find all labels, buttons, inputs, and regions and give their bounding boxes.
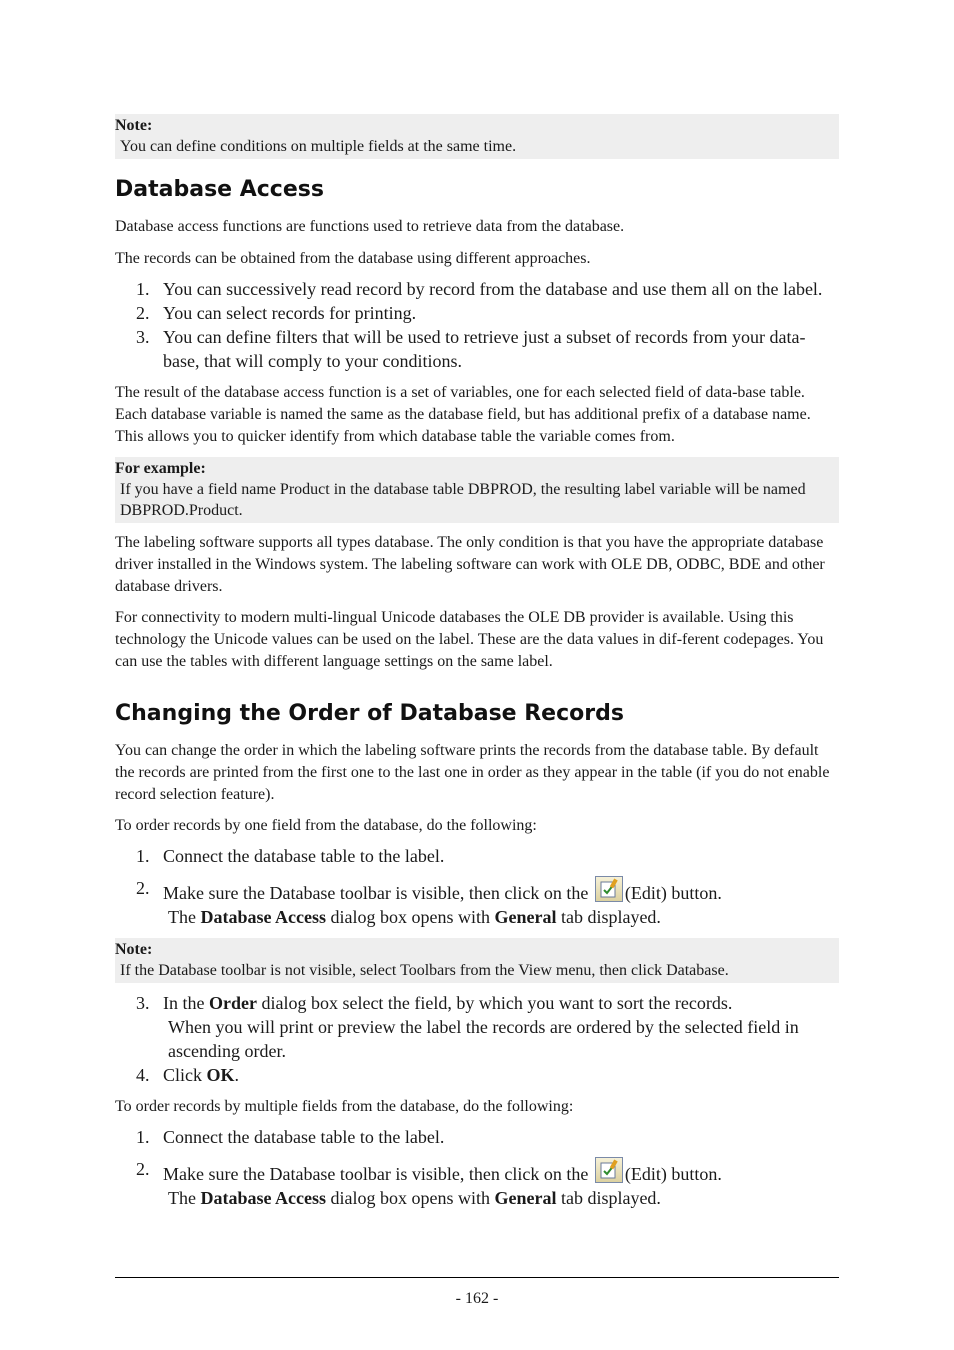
section-heading: Database Access [115, 177, 324, 202]
example-body: If you have a field name Product in the database table DBPROD, the resulting label variable will be named DBPROD.Product. [120, 481, 806, 519]
numbered-list [115, 1125, 839, 1210]
list-number: 2. [136, 878, 150, 898]
text: In the [163, 993, 205, 1013]
list-subtext [163, 905, 839, 929]
list-item [115, 844, 839, 868]
text: tab displayed. [560, 1188, 661, 1208]
list-text: Connect the database table to the label. [163, 846, 445, 866]
list-item [115, 876, 839, 929]
text: The [168, 1188, 196, 1208]
edit-icon [595, 1157, 623, 1183]
paragraph: For connectivity to modern multi-lingual Unicode databases the OLE DB provider is available. Using this technology the Unicode values can be used on the label. These are the data values in dif-ferent codepages. You can use the tables with different language settings on the same label. [115, 609, 824, 670]
note-body: You can define conditions on multiple fields at the same time. [120, 138, 517, 155]
text: dialog box select the field, by which you want to sort the records. [261, 993, 733, 1013]
paragraph: The result of the database access function is a set of variables, one for each selected field of data-base table. Each database variable is named the same as the database field, but has additional prefix of a database name. This allows you to quicker identify from which database table the variable comes from. [115, 384, 811, 445]
example-title: For example: [115, 460, 206, 477]
text: tab displayed. [560, 907, 661, 927]
bold-text: Order [208, 993, 257, 1013]
list-number: 3. [136, 327, 150, 347]
list-number: 4. [136, 1065, 150, 1085]
bold-text: General [494, 1188, 557, 1208]
note-title: Note: [115, 117, 153, 134]
section-heading: Changing the Order of Database Records [115, 701, 624, 726]
paragraph: You can change the order in which the labeling software prints the records from the database table. By default the records are printed from the first one to the last one in order as they appear in the table (if you do not enable record selection feature). [115, 742, 830, 803]
note-title: Note: [115, 941, 153, 958]
list-item [115, 991, 839, 1063]
list-text: (Edit) button. [624, 1164, 722, 1184]
footer-divider [115, 1277, 839, 1278]
paragraph: To order records by multiple fields from the database, do the following: [115, 1098, 574, 1115]
list-number: 2. [136, 303, 150, 323]
list-number: 1. [136, 279, 150, 299]
bold-text: General [494, 907, 557, 927]
list-text: You can successively read record by record from the database and use them all on the label. [163, 279, 823, 299]
bold-text: Database Access [200, 907, 326, 927]
list-item [115, 277, 839, 301]
list-text: Connect the database table to the label. [163, 1127, 445, 1147]
text: Click [163, 1065, 202, 1085]
list-subtext: When you will print or preview the label the records are ordered by the selected field in ascending order. [168, 1017, 799, 1061]
bold-text: Database Access [200, 1188, 326, 1208]
list-text: (Edit) button. [624, 883, 722, 903]
list-number: 2. [136, 1159, 150, 1179]
list-item [115, 1125, 839, 1149]
numbered-list [115, 991, 839, 1087]
list-item [115, 1063, 839, 1087]
bold-text: OK [206, 1065, 235, 1085]
list-text: You can select records for printing. [163, 303, 417, 323]
paragraph: The records can be obtained from the database using different approaches. [115, 250, 591, 267]
note-body: If the Database toolbar is not visible, select Toolbars from the View menu, then click Database. [120, 962, 729, 979]
note-box [115, 938, 839, 983]
page-number: - 162 - [455, 1290, 499, 1307]
list-text: Make sure the Database toolbar is visible, then click on the [163, 883, 589, 903]
list-subtext [163, 1186, 839, 1210]
list-number: 1. [136, 1127, 150, 1147]
page-content [115, 114, 839, 1210]
list-number: 3. [136, 993, 150, 1013]
list-item [115, 1157, 839, 1210]
edit-icon [595, 876, 623, 902]
list-text: You can define filters that will be used to retrieve just a subset of records from your data-base, that will comply to your conditions. [163, 327, 806, 371]
note-box [115, 114, 839, 159]
text: . [234, 1065, 240, 1085]
paragraph: Database access functions are functions used to retrieve data from the database. [115, 218, 625, 235]
numbered-list [115, 844, 839, 929]
text: dialog box opens with [330, 1188, 490, 1208]
text: dialog box opens with [330, 907, 490, 927]
list-text: Make sure the Database toolbar is visible, then click on the [163, 1164, 589, 1184]
list-item [115, 301, 839, 325]
text: The [168, 907, 196, 927]
paragraph: The labeling software supports all types database. The only condition is that you have the appropriate database driver installed in the Windows system. The labeling software can work with OLE DB, ODBC, BDE and other database drivers. [115, 534, 825, 595]
example-box [115, 457, 839, 523]
list-item [115, 325, 839, 373]
list-number: 1. [136, 846, 150, 866]
numbered-list [115, 277, 839, 373]
paragraph: To order records by one field from the database, do the following: [115, 817, 537, 834]
